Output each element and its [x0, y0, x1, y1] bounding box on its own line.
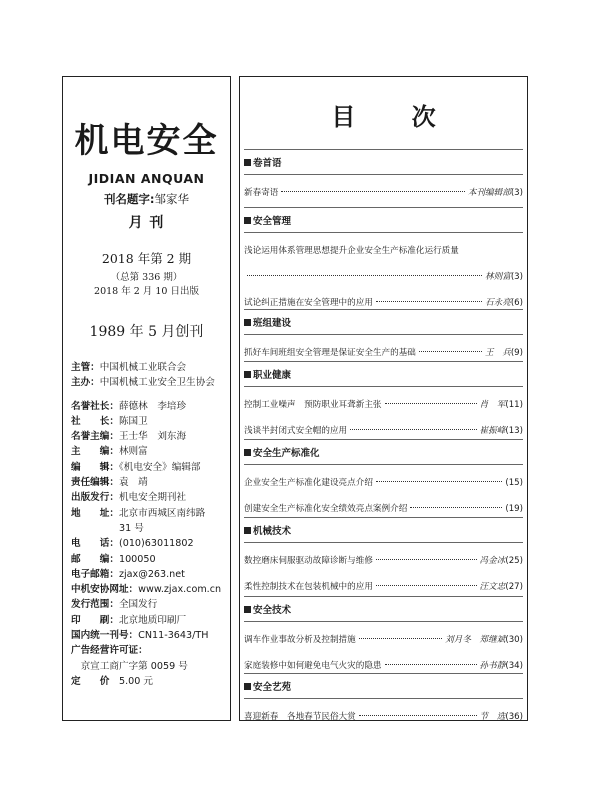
info-value: 机电安全期刊社 [118, 492, 187, 504]
info-label: 社 长： [71, 415, 119, 427]
info-label: 广告经营许可证： [71, 645, 148, 657]
info-label: 地 址： [71, 507, 119, 519]
toc-entry[interactable] [244, 270, 523, 282]
info-row [71, 552, 228, 567]
section-rule [244, 386, 523, 387]
info-row [71, 597, 228, 612]
article-author: 石永亮 [485, 298, 511, 308]
toc-heading: 目 次 [331, 103, 460, 131]
info-value: zjax@263.net [118, 568, 185, 580]
section-rule [244, 174, 523, 175]
info-label: 名誉主编： [71, 431, 119, 443]
article-author: 节 选 [479, 712, 506, 722]
toc-entry[interactable] [244, 659, 523, 671]
info-label: 出版发行： [71, 492, 119, 504]
page-number: (13) [505, 426, 523, 436]
info-row [71, 490, 228, 505]
section-rule [244, 464, 523, 465]
section-name: 卷首语 [253, 158, 282, 169]
article-title: 抓好车间班组安全管理是保证安全生产的基础 [244, 348, 416, 358]
info-label: 定 价 [71, 675, 110, 687]
toc-panel [239, 76, 528, 721]
toc-entry[interactable] [244, 346, 523, 358]
article-author: 林则富 [485, 272, 511, 282]
info-value: 北京地质印刷厂 [118, 614, 187, 626]
article-author: 孙书静 [479, 661, 506, 671]
article-title: 浅谈半封闭式安全帽的应用 [244, 426, 348, 436]
square-bullet-icon [244, 683, 251, 690]
page-number: (30) [505, 635, 523, 645]
info-row [71, 567, 228, 582]
section-rule [244, 698, 523, 699]
article-title: 柔性控制技术在包装机械中的应用 [244, 582, 373, 592]
toc-section-header [244, 440, 523, 464]
page-number: (11) [505, 400, 523, 410]
info-label: 电 话： [71, 538, 119, 550]
article-author: 汪文忠 [479, 582, 506, 592]
toc-entry[interactable] [244, 580, 523, 592]
leader-dots [350, 429, 476, 430]
toc-entry[interactable] [244, 186, 523, 198]
toc-section-header [244, 674, 523, 698]
article-title: 试论纠正措施在安全管理中的应用 [244, 298, 373, 308]
leader-dots [247, 275, 482, 276]
page-number: (3) [510, 188, 523, 198]
info-row [71, 429, 228, 444]
info-value: 袁 靖 [118, 477, 148, 489]
page-number: (25) [505, 556, 523, 566]
info-label: 发行范围： [71, 599, 119, 611]
page-number: (19) [505, 504, 523, 514]
info-label: 责任编辑： [71, 477, 119, 489]
info-value: 林则富 [118, 446, 148, 458]
page-number: (34) [505, 661, 523, 671]
info-label: 国内统一刊号： [71, 630, 139, 642]
article-title: 家庭装修中如何避免电气火灾的隐患 [244, 661, 382, 671]
toc-section-header [244, 597, 523, 621]
info-spacer [71, 391, 228, 399]
square-bullet-icon [244, 371, 251, 378]
info-value: 王士华 刘东海 [118, 431, 187, 443]
info-value: 《机电安全》编辑部 [118, 461, 201, 473]
title-by-label: 刊名题字: [103, 192, 155, 206]
leader-dots [410, 507, 502, 508]
info-label: 主办： [71, 377, 100, 389]
leader-dots [376, 585, 477, 586]
leader-dots [376, 301, 482, 302]
page-number: (36) [505, 712, 523, 722]
section-rule [244, 621, 523, 622]
info-row [71, 521, 228, 536]
info-label: 印 刷： [71, 614, 119, 626]
article-author: 肖 军 [479, 400, 506, 410]
square-bullet-icon [244, 319, 251, 326]
toc-entry[interactable] [244, 633, 523, 645]
article-author: 冯金冰 [479, 556, 506, 566]
info-value: 100050 [118, 553, 156, 565]
toc-entry[interactable] [244, 424, 523, 436]
square-bullet-icon [244, 527, 251, 534]
section-rule [244, 232, 523, 233]
frequency: 月 刊 [128, 215, 165, 231]
article-author: 本刊编辑部 [467, 188, 511, 198]
info-value: 中国机械工业安全卫生协会 [99, 377, 215, 389]
publication-info [71, 360, 228, 689]
info-row [71, 414, 228, 429]
section-name: 职业健康 [253, 370, 292, 381]
info-row [71, 506, 228, 521]
info-row [71, 659, 228, 674]
square-bullet-icon [244, 217, 251, 224]
toc-section-header [244, 208, 523, 232]
page-number: (9) [510, 348, 523, 358]
masthead-panel [62, 76, 231, 721]
info-row [71, 643, 228, 658]
info-value: 薛德林 李培珍 [118, 400, 187, 412]
leader-dots [385, 664, 477, 665]
info-value: CN11-3643/TH [138, 630, 209, 642]
page-number: (15) [505, 478, 523, 488]
toc-entry[interactable] [244, 502, 523, 514]
info-row [71, 399, 228, 414]
section-name: 安全生产标准化 [253, 448, 320, 459]
info-row [71, 536, 228, 551]
article-author: 刘月冬 郑继斌 [445, 635, 506, 645]
info-value: www.zjax.com.cn [138, 584, 222, 596]
toc-section-header [244, 362, 523, 386]
toc-section-header [244, 518, 523, 542]
info-row [71, 628, 228, 643]
total-issue: （总第 336 期） [110, 272, 183, 283]
info-label: 电子邮箱： [71, 568, 119, 580]
page-number: (6) [510, 298, 523, 308]
toc-entry[interactable] [244, 398, 523, 410]
info-label: 中机安协网址： [71, 584, 139, 596]
section-name: 安全技术 [253, 605, 292, 616]
title-calligraphy-credit [63, 191, 230, 207]
info-value: 5.00 元 [109, 675, 153, 687]
article-author: 王 兵 [485, 348, 511, 358]
info-value: (010)63011802 [118, 538, 194, 550]
article-title: 喜迎新春 各地春节民俗大赏 [244, 712, 356, 722]
square-bullet-icon [244, 606, 251, 613]
leader-dots [359, 715, 477, 716]
toc-section-header [244, 150, 523, 174]
article-title: 控制工业噪声 预防职业耳聋新主张 [244, 400, 382, 410]
info-label: 名誉社长： [71, 400, 119, 412]
toc-entry[interactable] [244, 296, 523, 308]
article-title: 创建安全生产标准化安全绩效亮点案例介绍 [244, 504, 408, 514]
info-row [71, 444, 228, 459]
leader-dots [359, 638, 442, 639]
journal-pinyin: JIDIAN ANQUAN [88, 171, 205, 186]
section-name: 安全艺苑 [253, 682, 292, 693]
section-name: 安全管理 [253, 216, 292, 227]
page-number: (3) [510, 272, 523, 282]
leader-dots [376, 481, 502, 482]
founded-date: 1989 年 5 月创刊 [89, 324, 204, 340]
section-name: 机械技术 [253, 526, 292, 537]
article-author: 崔振峰 [479, 426, 506, 436]
publication-date: 2018 年 2 月 10 日出版 [94, 286, 199, 297]
info-value: 中国机械工业联合会 [99, 362, 187, 373]
leader-dots [281, 191, 464, 192]
info-row [71, 375, 228, 390]
article-title: 数控磨床伺服驱动故障诊断与维修 [244, 556, 373, 566]
info-value: 31 号 [71, 522, 144, 534]
info-value: 全国发行 [118, 599, 158, 611]
info-label: 主 编： [71, 446, 119, 458]
toc-entry[interactable] [244, 554, 523, 566]
square-bullet-icon [244, 449, 251, 456]
info-row [71, 475, 228, 490]
issue-number: 2018 年第 2 期 [101, 251, 192, 266]
info-row [71, 674, 228, 689]
square-bullet-icon [244, 159, 251, 166]
info-row [71, 460, 228, 475]
title-by-name: 邹家华 [154, 192, 190, 206]
article-title: 新春寄语 [244, 188, 279, 198]
leader-dots [376, 559, 477, 560]
toc-entry[interactable] [244, 710, 523, 722]
article-title: 调车作业事故分析及控制措施 [244, 635, 356, 645]
leader-dots [385, 403, 477, 404]
toc-section-header [244, 310, 523, 334]
info-value: 陈国卫 [118, 415, 148, 427]
info-label: 邮 编： [71, 553, 119, 565]
toc-entry[interactable] [244, 476, 523, 488]
section-rule [244, 542, 523, 543]
info-row [71, 613, 228, 628]
info-label: 主管： [71, 362, 100, 373]
info-value: 北京市西城区南纬路 [118, 507, 206, 519]
info-value: 京宣工商广字第 0059 号 [71, 660, 188, 672]
page-number: (27) [505, 582, 523, 592]
info-row [71, 360, 228, 375]
toc-entry[interactable] [244, 244, 523, 256]
section-rule [244, 334, 523, 335]
info-label: 编 辑： [71, 461, 119, 473]
section-name: 班组建设 [253, 318, 292, 329]
article-title: 浅论运用体系管理思想提升企业安全生产标准化运行质量 [244, 246, 459, 256]
info-row [71, 582, 228, 597]
article-title: 企业安全生产标准化建设亮点介绍 [244, 478, 373, 488]
journal-title: 机电安全 [74, 121, 219, 161]
leader-dots [419, 351, 482, 352]
